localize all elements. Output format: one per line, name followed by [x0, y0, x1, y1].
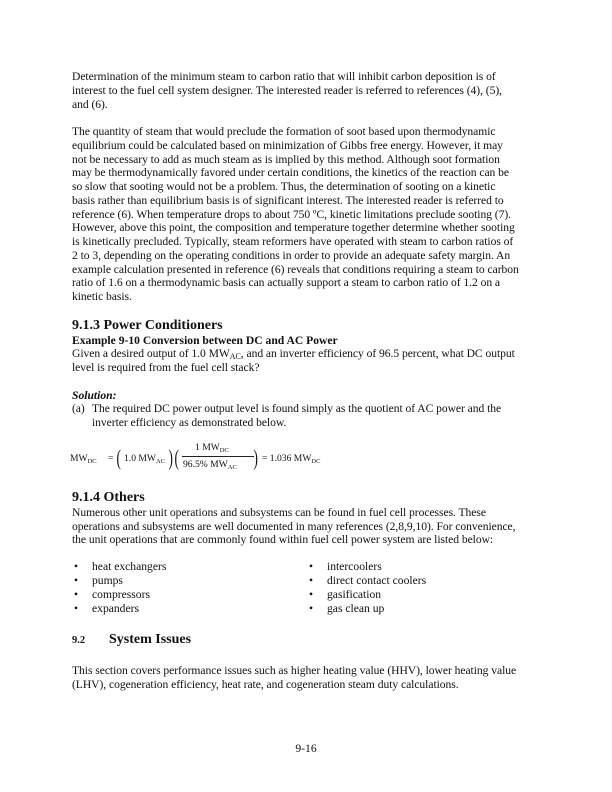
example-question	[72, 347, 542, 375]
unit-operations-list	[72, 560, 542, 616]
list-item	[307, 560, 542, 574]
text-line: equilibrium could be calculated based on minimization of Gibbs free energy. However, it may	[72, 138, 503, 152]
system-issues-paragraph	[72, 664, 542, 692]
list-left-column	[72, 560, 307, 616]
fraction-bar	[182, 456, 254, 457]
list-item	[72, 602, 307, 616]
text-line: example calculation presented in reference (6) reveals that conditions requiring a steam to carbon	[72, 262, 519, 276]
text-line: However, above this point, the composition and temperature together determine whether sooting	[72, 221, 515, 235]
equation	[72, 438, 542, 478]
list-item-text: pumps	[92, 574, 123, 587]
paren-open: (	[116, 444, 121, 470]
text-line: 2 to 3, depending on the operating conditions in order to provide an adequate safety margin. An	[72, 248, 511, 262]
example-title: Example 9-10 Conversion between DC and AC Power	[72, 333, 338, 347]
subscript: AC	[229, 352, 241, 362]
text-line: Determination of the minimum steam to carbon ratio that will inhibit carbon deposition is of	[72, 70, 496, 83]
equation-result: = 1.036 $MW_{DC}$	[262, 452, 321, 465]
equation-equals: =	[108, 452, 114, 464]
bullet-icon: •	[74, 602, 79, 615]
list-item	[307, 602, 542, 616]
equation-numerator: 1 $MW_{DC}$	[195, 441, 229, 454]
bullet-icon: •	[309, 602, 314, 615]
solution-item	[72, 402, 542, 430]
document-page	[72, 70, 542, 692]
list-item-text: compressors	[92, 588, 150, 601]
text-line: The quantity of steam that would preclude the formation of soot based upon thermodynamic	[72, 125, 496, 138]
equation-lhs: $MW_{DC}$	[70, 452, 97, 465]
bullet-icon: •	[309, 560, 314, 573]
text-line: not be necessary to add as much steam as is implied by this method. Although soot formation	[72, 152, 500, 166]
list-item-text: intercoolers	[327, 560, 382, 573]
section-heading-9-1-4: 9.1.4 Others	[72, 489, 145, 505]
text-line: basis rather than equilibrium basis is of significant interest. The interested reader is referred to	[72, 193, 504, 207]
question-text: , and an inverter efficiency of 96.5 percent, what DC output	[240, 347, 515, 361]
bullet-icon: •	[74, 574, 79, 587]
question-text: Given a desired output of 1.0 MW	[72, 347, 230, 361]
text-line: ratio of 1.6 on a thermodynamic basis can actually support a steam to carbon ratio of 1.2 on a	[72, 276, 501, 290]
text-line: kinetic basis.	[72, 290, 132, 303]
section-title: System Issues	[109, 632, 192, 647]
section-heading-9-2	[72, 632, 542, 648]
bullet-icon: •	[309, 588, 314, 601]
item-label: (a)	[72, 402, 85, 416]
text-line: interest to the fuel cell system designer. The interested reader is referred to references (4), (5),	[72, 83, 503, 97]
list-item	[307, 574, 542, 588]
list-item	[72, 574, 307, 588]
text-line	[72, 347, 542, 361]
text-line: (LHV), cogeneration efficiency, heat rate, and cogeneration steam duty calculations.	[72, 677, 459, 691]
bullet-icon: •	[74, 560, 79, 573]
text-line: so slow that sooting would not be a problem. Thus, the determination of sooting on a kinetic	[72, 180, 496, 193]
page-number: 9-16	[295, 742, 317, 755]
solution-label: Solution:	[72, 388, 117, 402]
section-heading-9-1-3: 9.1.3 Power Conditioners	[72, 317, 223, 333]
paren-close: )	[253, 444, 258, 470]
text-line: This section covers performance issues such as higher heating value (HHV), lower heating value	[72, 664, 517, 677]
text-line: the unit operations that are commonly found within fuel cell power system are listed below:	[72, 533, 494, 547]
list-item	[307, 588, 542, 602]
text-line: may be thermodynamically favored under certain conditions, the kinetics of the reaction can be	[72, 166, 509, 180]
bullet-icon: •	[309, 574, 314, 587]
paren-close: )	[168, 444, 173, 470]
equation-factor: 1.0 $MW_{AC}$	[124, 452, 166, 465]
list-item-text: heat exchangers	[92, 560, 167, 573]
text-line: and (6).	[72, 97, 108, 111]
text-line: Numerous other unit operations and subsystems can be found in fuel cell processes. These	[72, 505, 486, 519]
text-line: The required DC power output level is found simply as the quotient of AC power and the	[92, 402, 502, 416]
text-line: inverter efficiency as demonstrated below.	[92, 416, 287, 429]
list-item	[72, 560, 307, 574]
equation-denominator: 96.5% $MW_{AC}$	[183, 458, 237, 471]
paren-open: (	[174, 444, 179, 470]
item-text	[92, 402, 542, 430]
list-item-text: gasification	[327, 588, 382, 601]
section-number: 9.2	[72, 635, 86, 646]
text-line: reference (6). When temperature drops to about 750 ºC, kinetic limitations preclude sooting (7).	[72, 207, 512, 221]
intro-paragraph	[72, 70, 542, 111]
text-line: level is required from the fuel cell stack?	[72, 361, 260, 374]
text-line: operations and subsystems are well documented in many references (2,8,9,10). For convenience,	[72, 519, 516, 533]
list-right-column	[307, 560, 542, 616]
list-item-text: expanders	[92, 602, 139, 615]
text-line: is kinetically precluded. Typically, steam reformers have operated with steam to carbon ratios of	[72, 235, 514, 248]
others-paragraph	[72, 506, 542, 547]
soot-paragraph	[72, 125, 542, 304]
bullet-icon: •	[74, 588, 79, 601]
list-item	[72, 588, 307, 602]
list-item-text: direct contact coolers	[327, 574, 427, 587]
list-item-text: gas clean up	[327, 602, 385, 615]
